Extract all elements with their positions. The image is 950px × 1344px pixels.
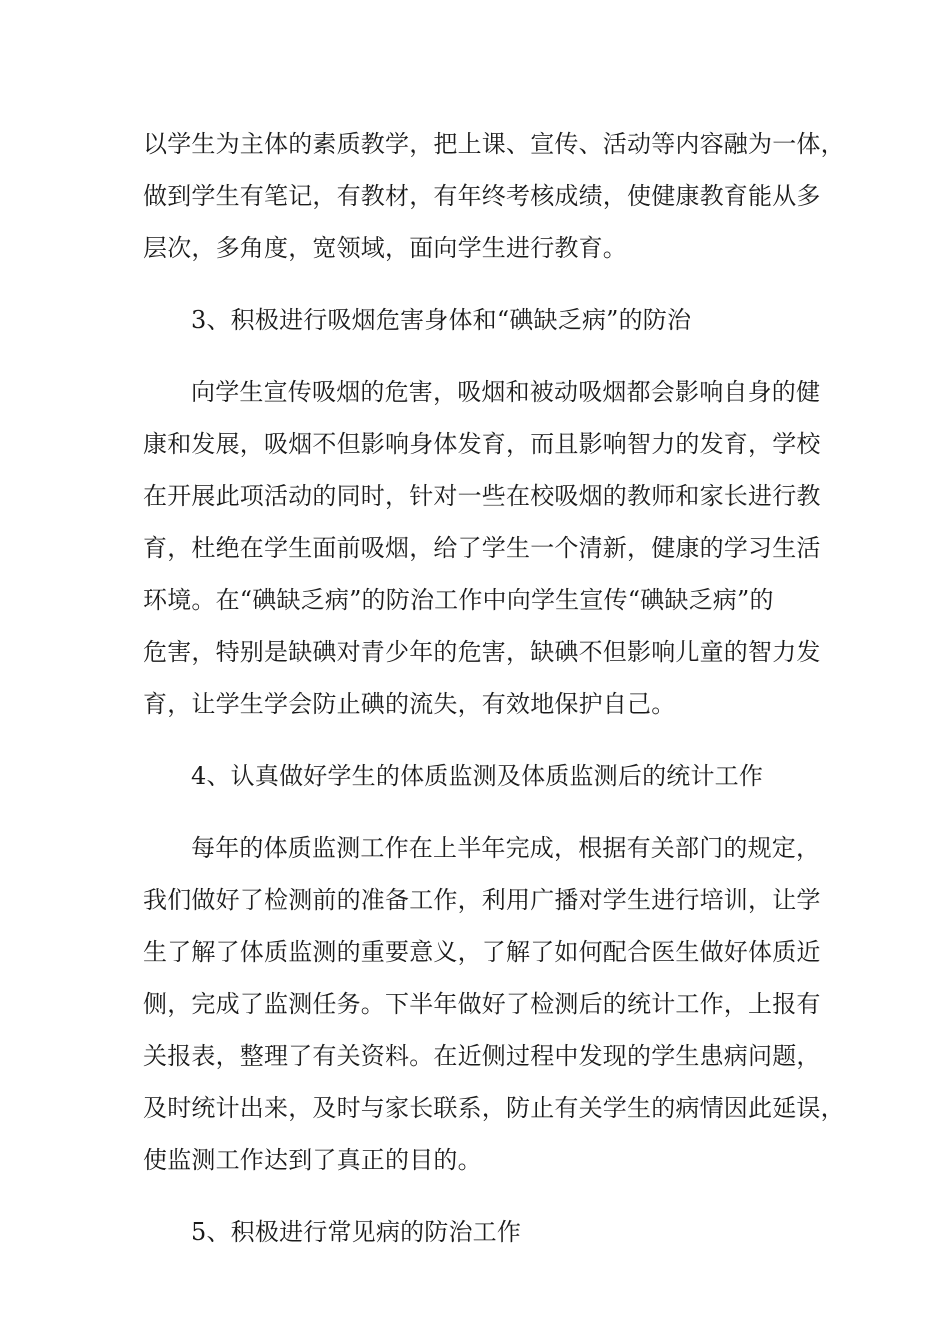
text-line: 环境。在“碘缺乏病”的防治工作中向学生宣传“碘缺乏病”的 xyxy=(143,586,774,614)
paragraph-physical-monitoring xyxy=(143,822,845,1186)
text-line: 在开展此项活动的同时，针对一些在校吸烟的教师和家长进行教 xyxy=(143,482,821,510)
document-body xyxy=(143,118,845,1258)
text-line: 侧，完成了监测任务。下半年做好了检测后的统计工作，上报有 xyxy=(143,990,821,1018)
text-line: 育，杜绝在学生面前吸烟，给了学生一个清新，健康的学习生活 xyxy=(143,534,821,562)
text-line: 康和发展，吸烟不但影响身体发育，而且影响智力的发育，学校 xyxy=(143,430,821,458)
text-line: 向学生宣传吸烟的危害，吸烟和被动吸烟都会影响自身的健 xyxy=(191,378,821,406)
section-heading-3: 3、积极进行吸烟危害身体和“碘缺乏病”的防治 xyxy=(191,306,692,334)
text-line: 做到学生有笔记，有教材，有年终考核成绩，使健康教育能从多 xyxy=(143,182,821,210)
text-line: 关报表，整理了有关资料。在近侧过程中发现的学生患病问题， xyxy=(143,1042,821,1070)
text-line: 危害，特别是缺碘对青少年的危害，缺碘不但影响儿童的智力发 xyxy=(143,638,821,666)
text-line: 我们做好了检测前的准备工作，利用广播对学生进行培训，让学 xyxy=(143,886,821,914)
text-line: 以学生为主体的素质教学，把上课、宣传、活动等内容融为一体， xyxy=(143,130,845,158)
text-line: 及时统计出来，及时与家长联系，防止有关学生的病情因此延误， xyxy=(143,1094,845,1122)
paragraph-smoking-iodine xyxy=(143,366,821,730)
text-line: 每年的体质监测工作在上半年完成，根据有关部门的规定， xyxy=(191,834,821,862)
section-heading-5: 5、积极进行常见病的防治工作 xyxy=(191,1218,522,1246)
text-line: 生了解了体质监测的重要意义，了解了如何配合医生做好体质近 xyxy=(143,938,821,966)
text-line: 使监测工作达到了真正的目的。 xyxy=(143,1146,482,1174)
paragraph-curriculum xyxy=(143,118,845,274)
text-line: 育，让学生学会防止碘的流失，有效地保护自己。 xyxy=(143,690,676,718)
section-heading-4: 4、认真做好学生的体质监测及体质监测后的统计工作 xyxy=(191,762,764,790)
text-line: 层次，多角度，宽领域，面向学生进行教育。 xyxy=(143,234,627,262)
